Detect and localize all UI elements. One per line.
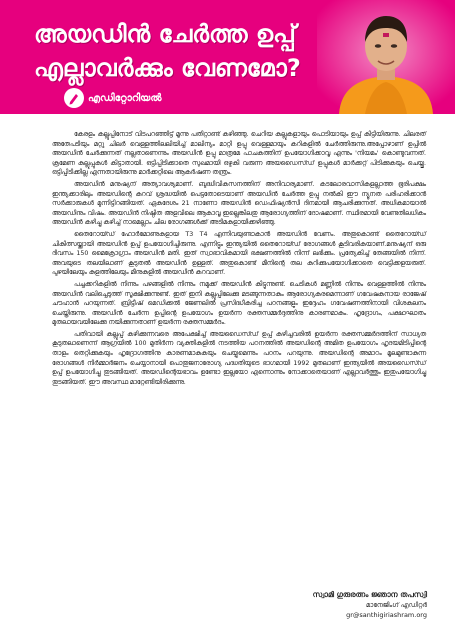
author-signature xyxy=(313,589,427,620)
author-name: സ്വാമി ഗുരുരത്നം ജ്ഞാന തപസ്വി xyxy=(312,590,427,599)
editorial-tag-label: എഡിറ്റോറിയൽ xyxy=(88,92,162,104)
editorial-tag xyxy=(64,88,162,108)
editorial-header xyxy=(0,0,455,114)
pen-icon xyxy=(64,88,84,108)
author-email: gr@santhigiriashram.org xyxy=(346,611,427,619)
paragraph-3: തൈറോയ്ഡ് ഹോർമോണുകളായ T3 T4 എന്നിവയുണ്ടാകാൻ അയഡിൻ വേണം. അതുകൊണ്ട് തൈറോയ്ഡ് ചികിത്സയ്ക്കായി അയഡിൻ ഉപ്പ് ഉപയോഗിച്ചിരുന്നു. എന്നിട്ടും ഇന്ത്യയിൽ തൈറോയ്ഡ് രോഗങ്ങൾ കൂടിവരികയാണ്.മനുഷ്യന് ഒരു ദിവസം 150 മൈക്രോഗ്രാം അയഡിൻ മതി. ഇത് സ്വാഭാവികമായി ഭക്ഷണത്തിൽ നിന്ന് ലഭിക്കും. പ്രത്യേകിച്ച് തേങ്ങയിൽ നിന്ന്. അവയുടെ തലയിലാണ് കൂടുതൽ അയഡിൻ ഉള്ളത്. അതുകൊണ്ട് മീനിന്റെ തല കറിക്കുപയോഗിക്കാതെ വെട്ടിക്കളയരുത്. പുഴയിലേയും കുളത്തിലേയും മീനുകളിൽ അയഡിൻ കുറവാണ്. xyxy=(52,230,426,277)
paragraph-2: അയഡിൻ മനുഷ്യന് അത്യാവശ്യമാണ്. ബുദ്ധിവികസനത്തിന് അനിവാര്യമാണ്. കടലോരവാസികളല്ലാത്ത ഭൂരിപക്ഷം ഇന്ത്യക്കാരിലും അയഡിന്റെ കുറവ് ശ്രദ്ധയിൽ പെട്ടതോടെയാണ് അയഡിൻ ചേർത്ത ഉപ്പു നൽകി ഈ ന്യൂനത പരിഹരിക്കാൻ സർക്കാരുകൾ മുന്നിട്ടിറങ്ങിയത്. ഏകദേശം 21 നാണോ അയഡിൻ ഡെഫിഷ്യൻസി ദിനമായി ആചരിക്കുന്നത്. അധികമായാൽ അയഡിനും വിഷം. അയഡിൻ നിഷ്ഠിത അളവിലെ ആകാവൂ ഇല്ലെങ്കിലതു ആരോഗ്യത്തിന് ദോഷമാണ്. സ്ഥിരമായി വേണ്ടതിലധികം അയഡിൻ കഴിച്ചു കഴിച്ച് നാമെല്ലാം ചില രോഗങ്ങൾക്ക് അടിമകളായിക്കഴിഞ്ഞു. xyxy=(52,180,426,227)
paragraph-1: കേരളം കല്ലുപ്പിനോട് വിടപറഞ്ഞിട്ട് മൂന്നു പതിറ്റാണ്ട് കഴിഞ്ഞു. ചെറിയ കല്ലുകളായും പൊടിയായും ഉപ്പ് കിട്ടിയിരുന്നു. ചിലരത് അതേപടിയും മറ്റു ചിലർ വെള്ളത്തിലലിയിച്ച് മാലിന്യം മാറ്റി ഉപ്പു വെള്ളമായും കറികളിൽ ചേർത്തിരുന്നു.അപ്പോഴാണ് ഉപ്പിൽ അയഡിൻ ചേർക്കുന്നത് നല്ലതാണെന്നും അയഡിൻ ഉപ്പു മാത്രമേ പാചകത്തിന് ഉപയോഗിക്കാവൂ എന്നും 'നിയമം' കൊണ്ടുവന്നത്. ക്രമേണ കല്ലുപ്പുകൾ കിട്ടാതായി. ഒട്ടിപ്പിടിക്കാതെ സുഖമായി ഒഴുകി വരുന്ന അയഡൈസ്ഡ് ഉപ്പുകൾ മാർക്കറ്റ് പിടിക്കുകയും ചെയ്തു. ഒട്ടിപ്പിടിക്കില്ല എന്നതായിരുന്നു മാർക്കറ്റിലെ ആകർഷണ തന്ത്രം. xyxy=(52,131,426,177)
title-line-1: അയഡിൻ ചേർത്ത ഉപ്പ് xyxy=(34,20,296,48)
title-line-2: എല്ലാവർക്കും വേണമോ? xyxy=(34,54,301,82)
paragraph-5: പതിവായി കല്ലുപ്പ് കഴിക്കുന്നവരെ അപേക്ഷിച്ച് അയഡൈസ്ഡ് ഉപ്പ് കഴിച്ചവരിൽ ഉയർന്ന രക്തസമ്മർദത്തിന് സാധ്യത കൂടുതലാണെന്ന് ആഗ്രയിൽ 100 മുതിർന്ന വ്യക്തികളിൽ നടത്തിയ പഠനത്തിൽ അയഡിന്റെ അമിത ഉപയോഗം ഹൃദയമിടിപ്പിന്റെ താളം തെറ്റിക്കുകയും ഹൃദ്രോഗത്തിനു കാരണമാകുകയും ചെയ്യുമെന്നും പഠനം പറയുന്നു. അയഡിന്റെ അമാഠം മൂലമുണ്ടാകുന്ന രോഗങ്ങൾ നിർമ്മാർജനം ചെയ്യാനായി പൊതുജനാരോഗ്യ പദ്ധതിയുടെ ഭാഗമായി 1992 മുതലാണ് ഇന്ത്യയിൽ അയഡൈസ്ഡ് ഉപ്പ് ഉപയോഗിച്ചു തുടങ്ങിയത്. അയഡിന്റെയഭാവം ഉണ്ടോ ഇല്ലയോ എന്നൊന്നും നോക്കാതെയാണ് എല്ലാവർത്തും ഇതുപയോഗിച്ചു തുടങ്ങിയത്. ഈ അവസ്ഥ മാറ്റേണ്ടിയിരിക്കുന്നു. xyxy=(52,330,426,386)
author-role: മാനേജിംഗ് എഡിറ്റർ xyxy=(365,601,427,609)
author-portrait xyxy=(317,0,455,114)
editorial-body xyxy=(52,130,426,389)
paragraph-4: പച്ചക്കറികളിൽ നിന്നും പഴങ്ങളിൽ നിന്നും നമുക്ക് അയഡിൻ കിട്ടുന്നുണ്ട്. ചെടികൾ മണ്ണിൽ നിന്നും വെള്ളത്തിൽ നിന്നും അയഡിൻ വലിച്ചെടുത്ത് സൂക്ഷിക്കുന്നുണ്ട്. ഇത് ഇനി കല്ലുപ്പിലേക്കു മടങ്ങുന്നതാകും ആരോഗ്യകരമെന്നാണ് ഗവേഷകനായ രാജേഷ് ചൗഹാൻ പറയുന്നത്. ബ്രിട്ടീഷ് മെഡിക്കൽ ജേണലിൽ പ്രസിദ്ധീകരിച്ച പഠനങ്ങളും ഇദ്ദേഹം ഗവേഷണത്തിനായി വിശകലനം ചെയ്തിരുന്നു. അയഡിൻ ചേർന്ന ഉപ്പിന്റെ ഉപയോഗം ഉയർന്ന രക്തസമ്മർദ്ദത്തിനു കാരണമാകും. ഹൃദ്രോഗം, പക്ഷാഘാതം മുതലായവയിലേക്കു നയിക്കുന്നതാണ് ഉയർന്ന രക്തസമ്മർദം. xyxy=(52,280,426,327)
